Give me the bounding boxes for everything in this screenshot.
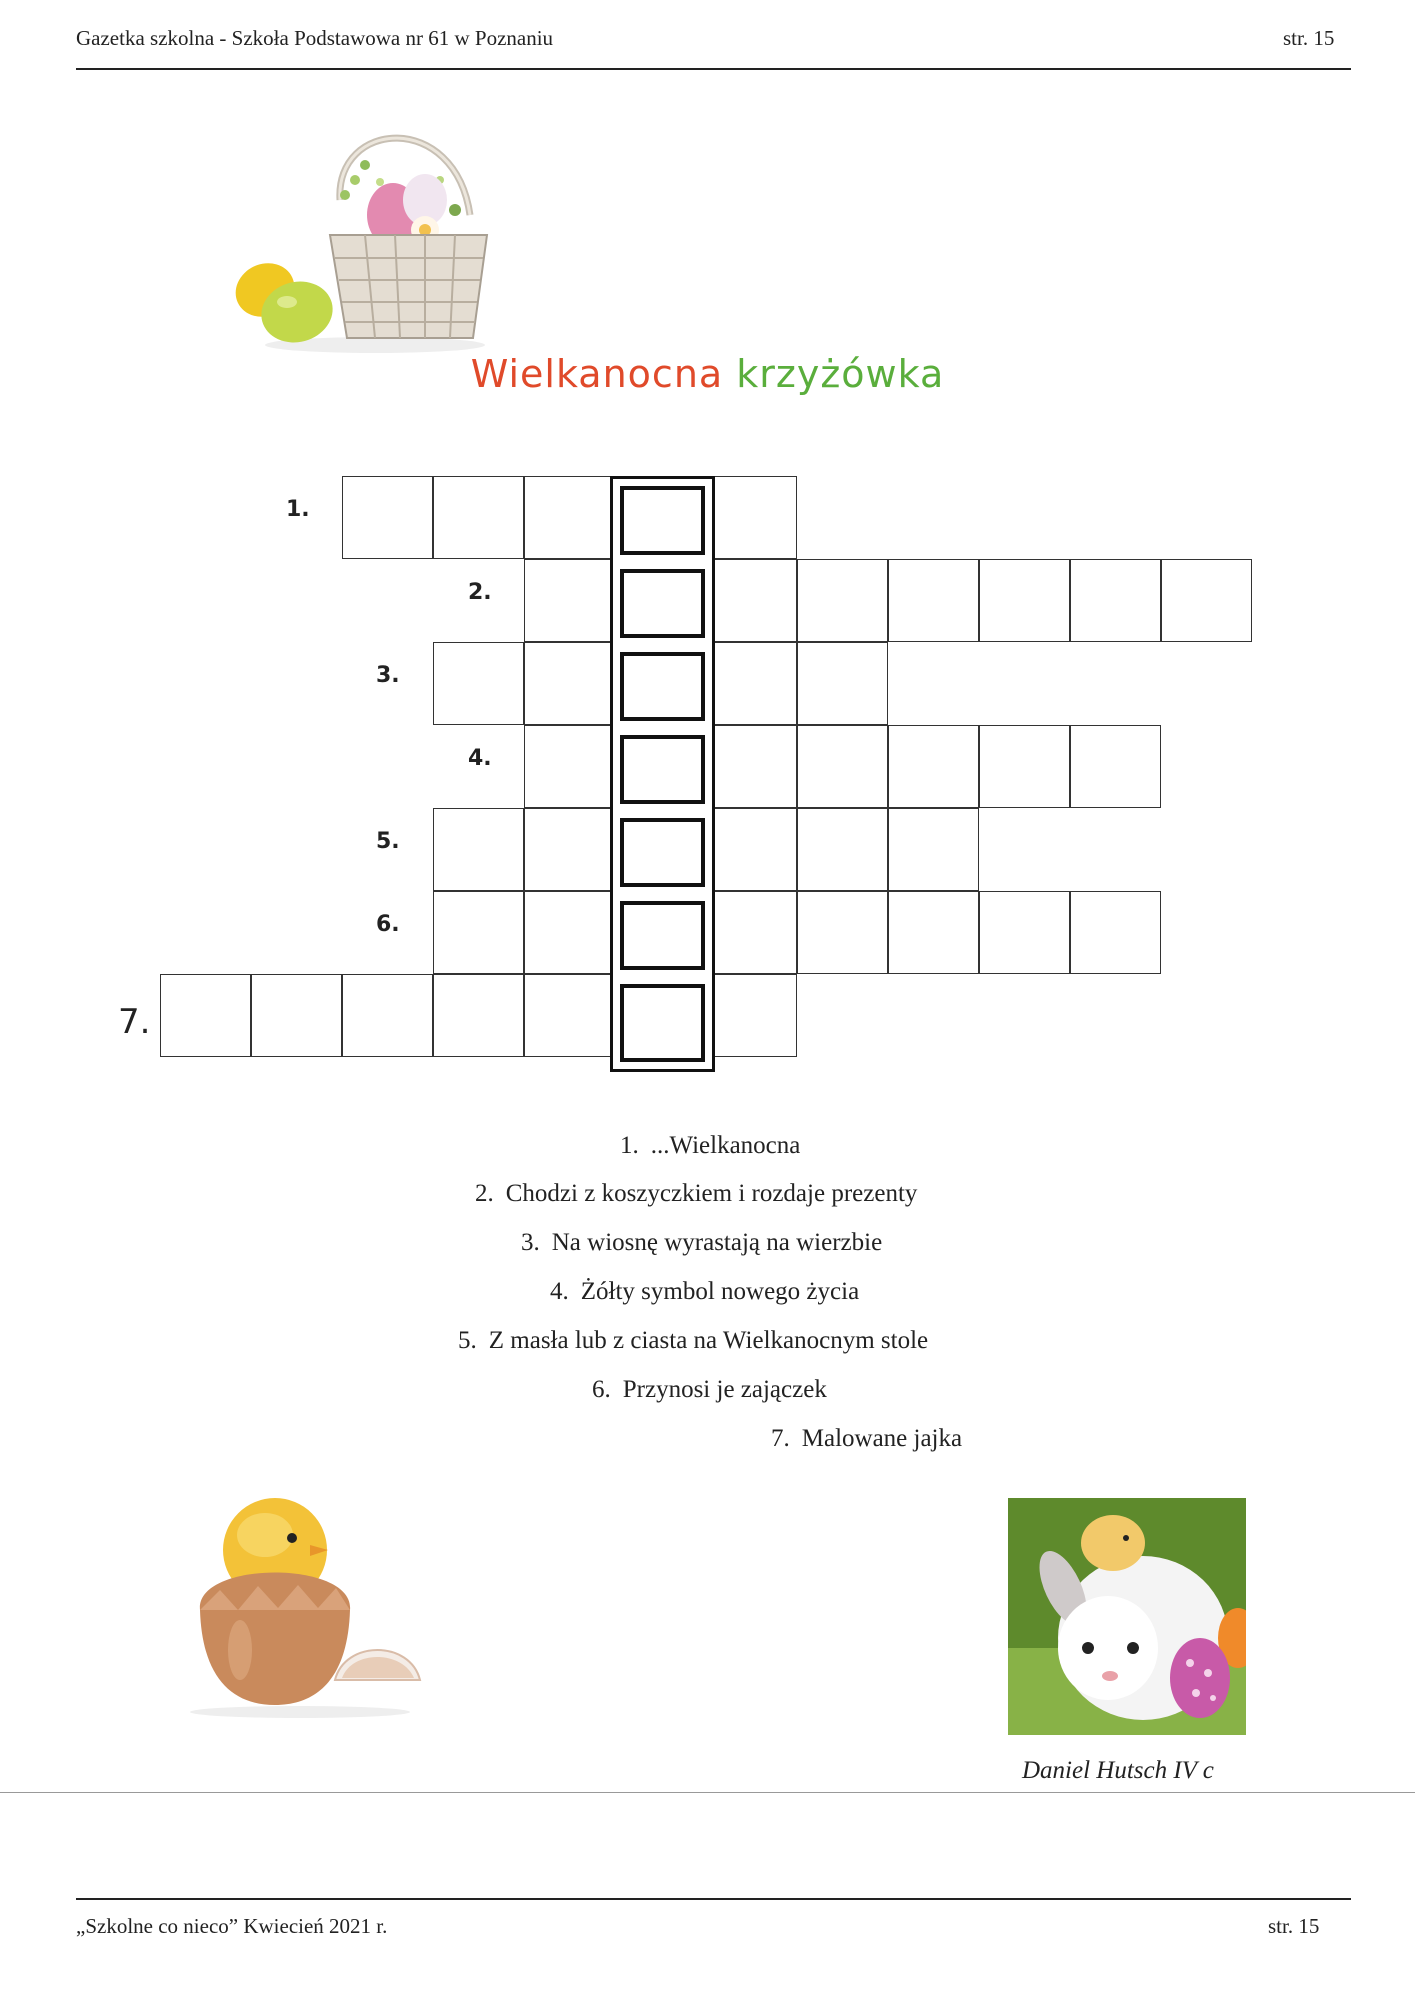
solution-cell[interactable]: [620, 984, 705, 1062]
clue-1: [620, 1132, 800, 1160]
clue-number: 2.: [475, 1180, 494, 1207]
author-credit: Daniel Hutsch IV c: [1022, 1757, 1214, 1784]
crossword-cell[interactable]: [433, 476, 524, 559]
footer-page-number: str. 15: [1268, 1914, 1320, 1938]
crossword-cell[interactable]: [524, 476, 615, 559]
crossword-cell[interactable]: [888, 559, 979, 642]
crossword-cell[interactable]: [706, 808, 797, 891]
crossword-cell[interactable]: [797, 891, 888, 974]
clue-text: Malowane jajka: [801, 1425, 963, 1452]
crossword-cell[interactable]: [797, 808, 888, 891]
crossword-cell[interactable]: [524, 642, 615, 725]
crossword-cell[interactable]: [524, 559, 615, 642]
clue-text: Chodzi z koszyczkiem i rozdaje prezenty: [505, 1180, 918, 1207]
solution-cell[interactable]: [620, 486, 705, 555]
clue-text: Na wiosnę wyrastają na wierzbie: [551, 1229, 883, 1256]
crossword-cell[interactable]: [706, 974, 797, 1057]
solution-cell[interactable]: [620, 652, 705, 721]
clue-4: [550, 1278, 859, 1306]
crossword-cell[interactable]: [706, 559, 797, 642]
clue-6: [592, 1376, 827, 1404]
crossword-cell[interactable]: [342, 974, 433, 1057]
row-number-6: 6.: [376, 912, 400, 937]
crossword-cell[interactable]: [433, 891, 524, 974]
crossword-cell[interactable]: [888, 725, 979, 808]
solution-cell[interactable]: [620, 901, 705, 970]
solution-cell[interactable]: [620, 735, 705, 804]
crossword-cell[interactable]: [706, 725, 797, 808]
crossword-cell[interactable]: [251, 974, 342, 1057]
crossword-cell[interactable]: [433, 642, 524, 725]
row-number-3: 3.: [376, 663, 400, 688]
row-number-4: 4.: [468, 746, 492, 771]
crossword-cell[interactable]: [979, 725, 1070, 808]
crossword-cell[interactable]: [342, 476, 433, 559]
crossword-cell[interactable]: [524, 808, 615, 891]
crossword-cell[interactable]: [797, 559, 888, 642]
row-number-5: 5.: [376, 829, 400, 854]
clue-number: 6.: [592, 1376, 611, 1403]
row-number-2: 2.: [468, 580, 492, 605]
crossword-cell[interactable]: [706, 476, 797, 559]
clue-5: [458, 1327, 928, 1355]
page-divider: [0, 1792, 1415, 1793]
clue-number: 3.: [521, 1229, 540, 1256]
clue-text: Przynosi je zajączek: [622, 1376, 827, 1403]
crossword-cell[interactable]: [1070, 891, 1161, 974]
clue-text: ...Wielkanocna: [650, 1132, 801, 1159]
header-title: Gazetka szkolna - Szkoła Podstawowa nr 61 w Poznaniu: [76, 26, 554, 50]
clue-number: 5.: [458, 1327, 477, 1354]
footer-rule: [76, 1898, 1351, 1900]
clue-7: [771, 1425, 962, 1453]
crossword-cell[interactable]: [797, 725, 888, 808]
footer-title: „Szkolne co nieco” Kwiecień 2021 r.: [76, 1914, 388, 1938]
title-part-2: krzyżówka: [736, 352, 945, 396]
header-page-number: str. 15: [1283, 26, 1335, 50]
row-number-1: 1.: [286, 497, 310, 522]
crossword-cell[interactable]: [1070, 725, 1161, 808]
crossword-cell[interactable]: [524, 725, 615, 808]
crossword-cell[interactable]: [433, 974, 524, 1057]
crossword-cell[interactable]: [797, 642, 888, 725]
clue-3: [521, 1229, 882, 1257]
clue-2: [475, 1180, 917, 1208]
title-part-1: Wielkanocna: [470, 352, 724, 396]
crossword-cell[interactable]: [888, 891, 979, 974]
solution-cell[interactable]: [620, 818, 705, 887]
crossword-cell[interactable]: [524, 891, 615, 974]
crossword-cell[interactable]: [706, 891, 797, 974]
chick-in-egg-image: [170, 1490, 440, 1720]
clue-text: Żółty symbol nowego życia: [580, 1278, 860, 1305]
crossword-cell[interactable]: [979, 559, 1070, 642]
crossword-cell[interactable]: [1161, 559, 1252, 642]
crossword-cell[interactable]: [433, 808, 524, 891]
clue-text: Z masła lub z ciasta na Wielkanocnym stole: [488, 1327, 929, 1354]
bunny-photo: [1008, 1498, 1246, 1735]
crossword-cell[interactable]: [888, 808, 979, 891]
clue-number: 7.: [771, 1425, 790, 1452]
crossword-cell[interactable]: [706, 642, 797, 725]
crossword-cell[interactable]: [524, 974, 615, 1057]
crossword-cell[interactable]: [1070, 559, 1161, 642]
solution-cell[interactable]: [620, 569, 705, 638]
clue-number: 1.: [620, 1132, 639, 1159]
crossword-cell[interactable]: [160, 974, 251, 1057]
crossword-cell[interactable]: [979, 891, 1070, 974]
clue-number: 4.: [550, 1278, 569, 1305]
row-number-7: 7.: [118, 1002, 151, 1042]
